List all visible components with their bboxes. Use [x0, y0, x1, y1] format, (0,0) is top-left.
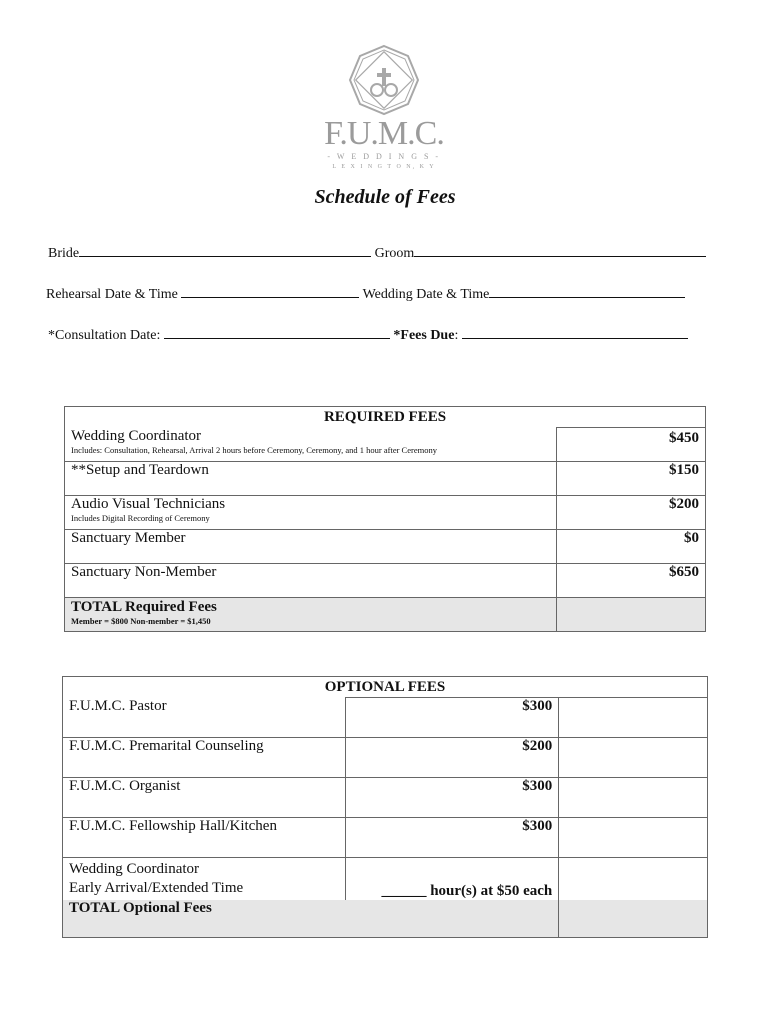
fee-label: Sanctuary Member	[65, 530, 557, 564]
bride-groom-line	[48, 244, 706, 262]
fee-amount: $300	[345, 698, 559, 738]
fee-note: Includes Digital Recording of Ceremony	[71, 513, 210, 523]
fee-entry-cell[interactable]	[559, 778, 708, 818]
fees-due-field[interactable]	[462, 326, 688, 339]
fee-amount: $200	[557, 496, 706, 530]
fee-label: Sanctuary Non-Member	[65, 564, 557, 598]
coordinator-line1: Wedding Coordinator	[69, 861, 200, 877]
table-row	[65, 462, 706, 496]
table-row	[65, 530, 706, 564]
fee-label: F.U.M.C. Organist	[63, 778, 346, 818]
fees-due-label: *Fees Due	[393, 328, 455, 343]
fee-entry-cell[interactable]	[559, 698, 708, 738]
fee-amount: $300	[345, 778, 559, 818]
page-title: Schedule of Fees	[314, 186, 456, 208]
fee-note: Includes: Consultation, Rehearsal, Arrival 2 hours before Ceremony, Ceremony, and 1 hour after Ceremony	[71, 444, 437, 455]
consultation-label: *Consultation Date:	[48, 328, 161, 343]
rehearsal-label: Rehearsal Date & Time	[46, 287, 178, 302]
groom-label: Groom	[374, 246, 415, 261]
total-note: Member = $800 Non-member = $1,450	[71, 616, 211, 626]
total-label: TOTAL Required Fees	[71, 599, 217, 615]
fee-amount: $200	[345, 738, 559, 778]
table-row	[65, 564, 706, 598]
table-row	[65, 496, 706, 530]
table-row	[63, 818, 708, 858]
groom-field[interactable]	[414, 244, 706, 257]
total-row	[65, 598, 706, 632]
fees-due-colon: :	[454, 328, 459, 343]
logo-name: F.U.M.C.	[324, 115, 444, 152]
total-amount-cell[interactable]	[559, 900, 708, 938]
table-row	[65, 428, 706, 462]
table-row	[63, 858, 708, 900]
dates-line	[46, 285, 685, 303]
optional-fees-table	[62, 676, 708, 938]
fee-label: F.U.M.C. Premarital Counseling	[63, 738, 346, 778]
logo-location: L E X I N G T O N, K Y	[332, 164, 436, 170]
fee-label: Wedding Coordinator	[71, 427, 202, 444]
consultation-line	[48, 326, 688, 344]
cross-rings-emblem-icon	[348, 44, 420, 116]
coordinator-hours: ______ hour(s) at $50 each	[345, 858, 559, 900]
consultation-field[interactable]	[164, 326, 390, 339]
total-label	[63, 900, 559, 938]
fee-entry-cell[interactable]	[559, 738, 708, 778]
table-row	[63, 738, 708, 778]
fee-amount: $300	[345, 818, 559, 858]
fee-label: Audio Visual Technicians	[71, 496, 226, 512]
total-row	[63, 900, 708, 938]
total-label-text: TOTAL Optional Fees	[69, 899, 212, 916]
coordinator-line2: Early Arrival/Extended Time	[69, 880, 244, 896]
bride-label: Bride	[48, 246, 80, 261]
fee-entry-cell[interactable]	[559, 858, 708, 900]
fee-label: F.U.M.C. Pastor	[63, 698, 346, 738]
fee-label: **Setup and Teardown	[65, 462, 557, 496]
fee-amount: $450	[557, 428, 706, 462]
fee-amount: $0	[557, 530, 706, 564]
fee-amount: $650	[557, 564, 706, 598]
fumc-logo	[322, 44, 446, 176]
fee-entry-cell[interactable]	[559, 818, 708, 858]
wedding-label: Wedding Date & Time	[362, 287, 490, 302]
table-row	[63, 698, 708, 738]
bride-field[interactable]	[79, 244, 371, 257]
optional-fees-header: OPTIONAL FEES	[63, 677, 708, 698]
logo-subtitle: - W E D D I N G S -	[327, 152, 441, 161]
rehearsal-field[interactable]	[181, 285, 359, 298]
fee-label: F.U.M.C. Fellowship Hall/Kitchen	[63, 818, 346, 858]
table-row	[63, 778, 708, 818]
required-fees-table	[64, 406, 706, 632]
fee-amount: $150	[557, 462, 706, 496]
required-fees-header: REQUIRED FEES	[65, 407, 706, 428]
wedding-field[interactable]	[489, 285, 685, 298]
total-amount-cell[interactable]	[557, 598, 706, 632]
